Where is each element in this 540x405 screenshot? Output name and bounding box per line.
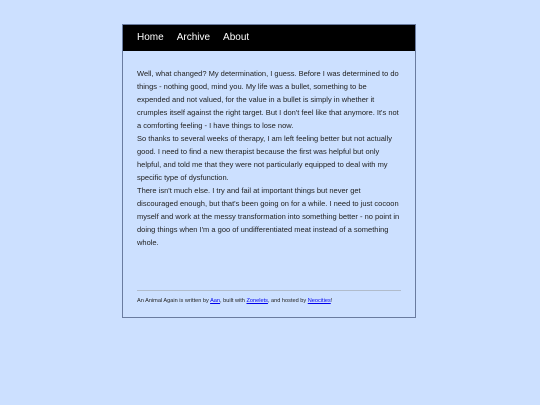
page-container xyxy=(122,24,416,318)
footer-text: , built with xyxy=(220,298,247,304)
footer-text: An Animal Again is written by xyxy=(137,298,211,304)
footer-text: , and hosted by xyxy=(267,298,308,304)
post-paragraph: So thanks to several weeks of therapy, I am left feeling better but not actually good. I need to find a new therapist because the first was helpful but only helpful, and told me that they were not particularly equipped to deal with my specific type of dysfunction. xyxy=(137,134,392,182)
post-paragraph: Well, what changed? My determination, I guess. Before I was determined to do things - nothing good, mind you. My life was a bullet, something to be expended and not valued, for the value in a bullet is simply in whether it crumples itself against the right target. But I don't feel like that anymore. It's not a comforting feeling - I have things to lose now. xyxy=(137,69,399,130)
footer-divider xyxy=(137,290,401,291)
footer-text: ! xyxy=(330,298,333,304)
author-link[interactable]: Aan xyxy=(210,298,221,304)
nav-home-link[interactable]: Home xyxy=(137,32,164,43)
nav-archive-link[interactable]: Archive xyxy=(176,32,211,43)
zonelets-link[interactable]: Zonelets xyxy=(246,298,268,304)
neocities-link[interactable]: Neocities xyxy=(307,298,331,304)
site-footer xyxy=(137,298,332,304)
post-content xyxy=(123,51,415,249)
nav-about-link[interactable]: About xyxy=(223,32,250,43)
post-paragraph: There isn't much else. I try and fail at important things but never get discouraged enough, but that's been going on for a while. I need to just cocoon myself and work at the messy transformation into something better - no point in doing things when I'm a goo of undifferentiated meat instead of a something whole. xyxy=(137,186,400,247)
top-nav xyxy=(123,25,415,51)
